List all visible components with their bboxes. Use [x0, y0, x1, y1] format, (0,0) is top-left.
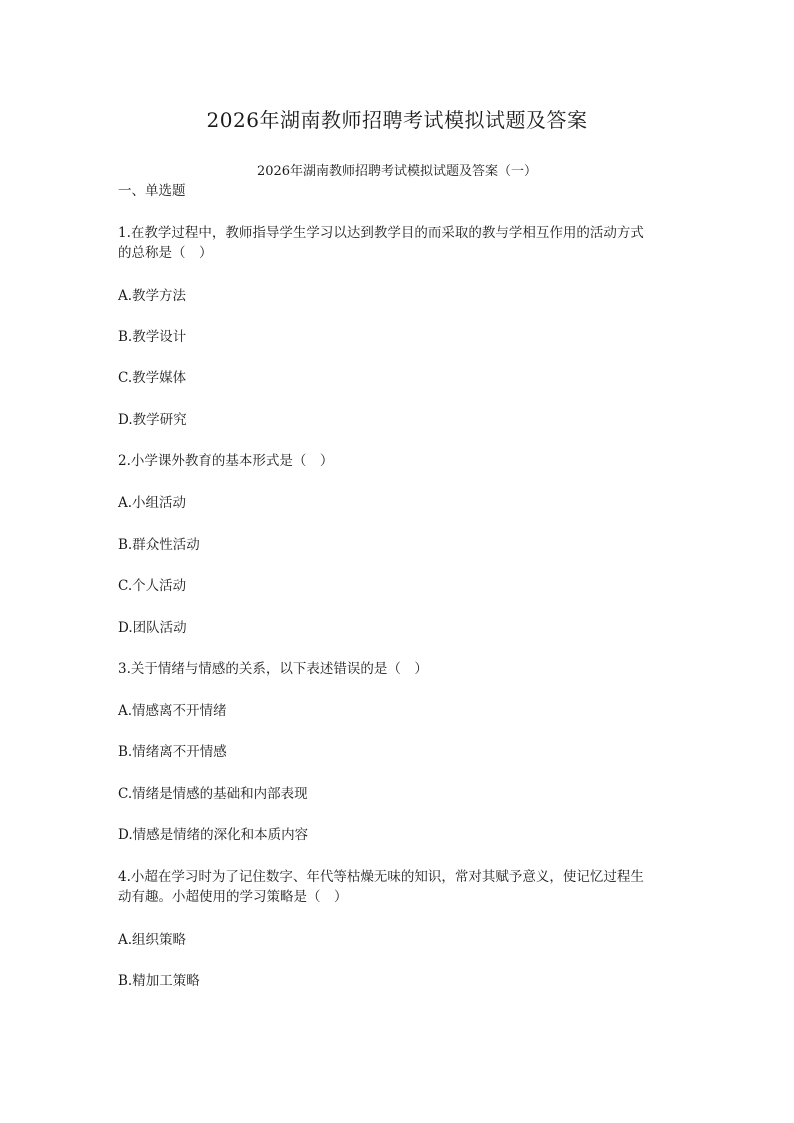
- question-1-option-d: D.教学研究: [118, 412, 187, 428]
- question-4-stem-line-2: 动有趣。小超使用的学习策略是（ ）: [118, 889, 348, 905]
- question-1-stem-line-1: 1.在教学过程中，教师指导学生学习以达到教学目的而采取的教与学相互作用的活动方式: [118, 225, 644, 241]
- question-2-option-c: C.个人活动: [118, 578, 187, 594]
- page-title: 2026年湖南教师招聘考试模拟试题及答案: [206, 108, 588, 132]
- question-4-stem-line-1: 4.小超在学习时为了记住数字、年代等枯燥无味的知识，常对其赋予意义，使记忆过程生: [118, 869, 644, 885]
- question-4-option-b: B.精加工策略: [118, 973, 200, 989]
- question-1-option-a: A.教学方法: [118, 288, 187, 304]
- question-3-option-d: D.情感是情绪的深化和本质内容: [118, 827, 309, 843]
- section-heading: 一、单选题: [118, 183, 186, 199]
- page-subtitle: 2026年湖南教师招聘考试模拟试题及答案（一）: [256, 164, 538, 179]
- question-2-option-d: D.团队活动: [118, 620, 187, 636]
- question-1-stem-line-2: 的总称是（ ）: [118, 245, 213, 261]
- question-3-option-a: A.情感离不开情绪: [118, 703, 227, 719]
- question-4-option-a: A.组织策略: [118, 932, 187, 948]
- question-2-option-b: B.群众性活动: [118, 537, 200, 553]
- question-2-stem: 2.小学课外教育的基本形式是（ ）: [118, 453, 334, 469]
- question-1-option-c: C.教学媒体: [118, 370, 187, 386]
- question-3-option-b: B.情绪离不开情感: [118, 744, 227, 760]
- question-1-option-b: B.教学设计: [118, 329, 187, 345]
- question-3-option-c: C.情绪是情感的基础和内部表现: [118, 786, 308, 802]
- question-2-option-a: A.小组活动: [118, 495, 187, 511]
- question-3-stem: 3.关于情绪与情感的关系，以下表述错误的是（ ）: [118, 661, 428, 677]
